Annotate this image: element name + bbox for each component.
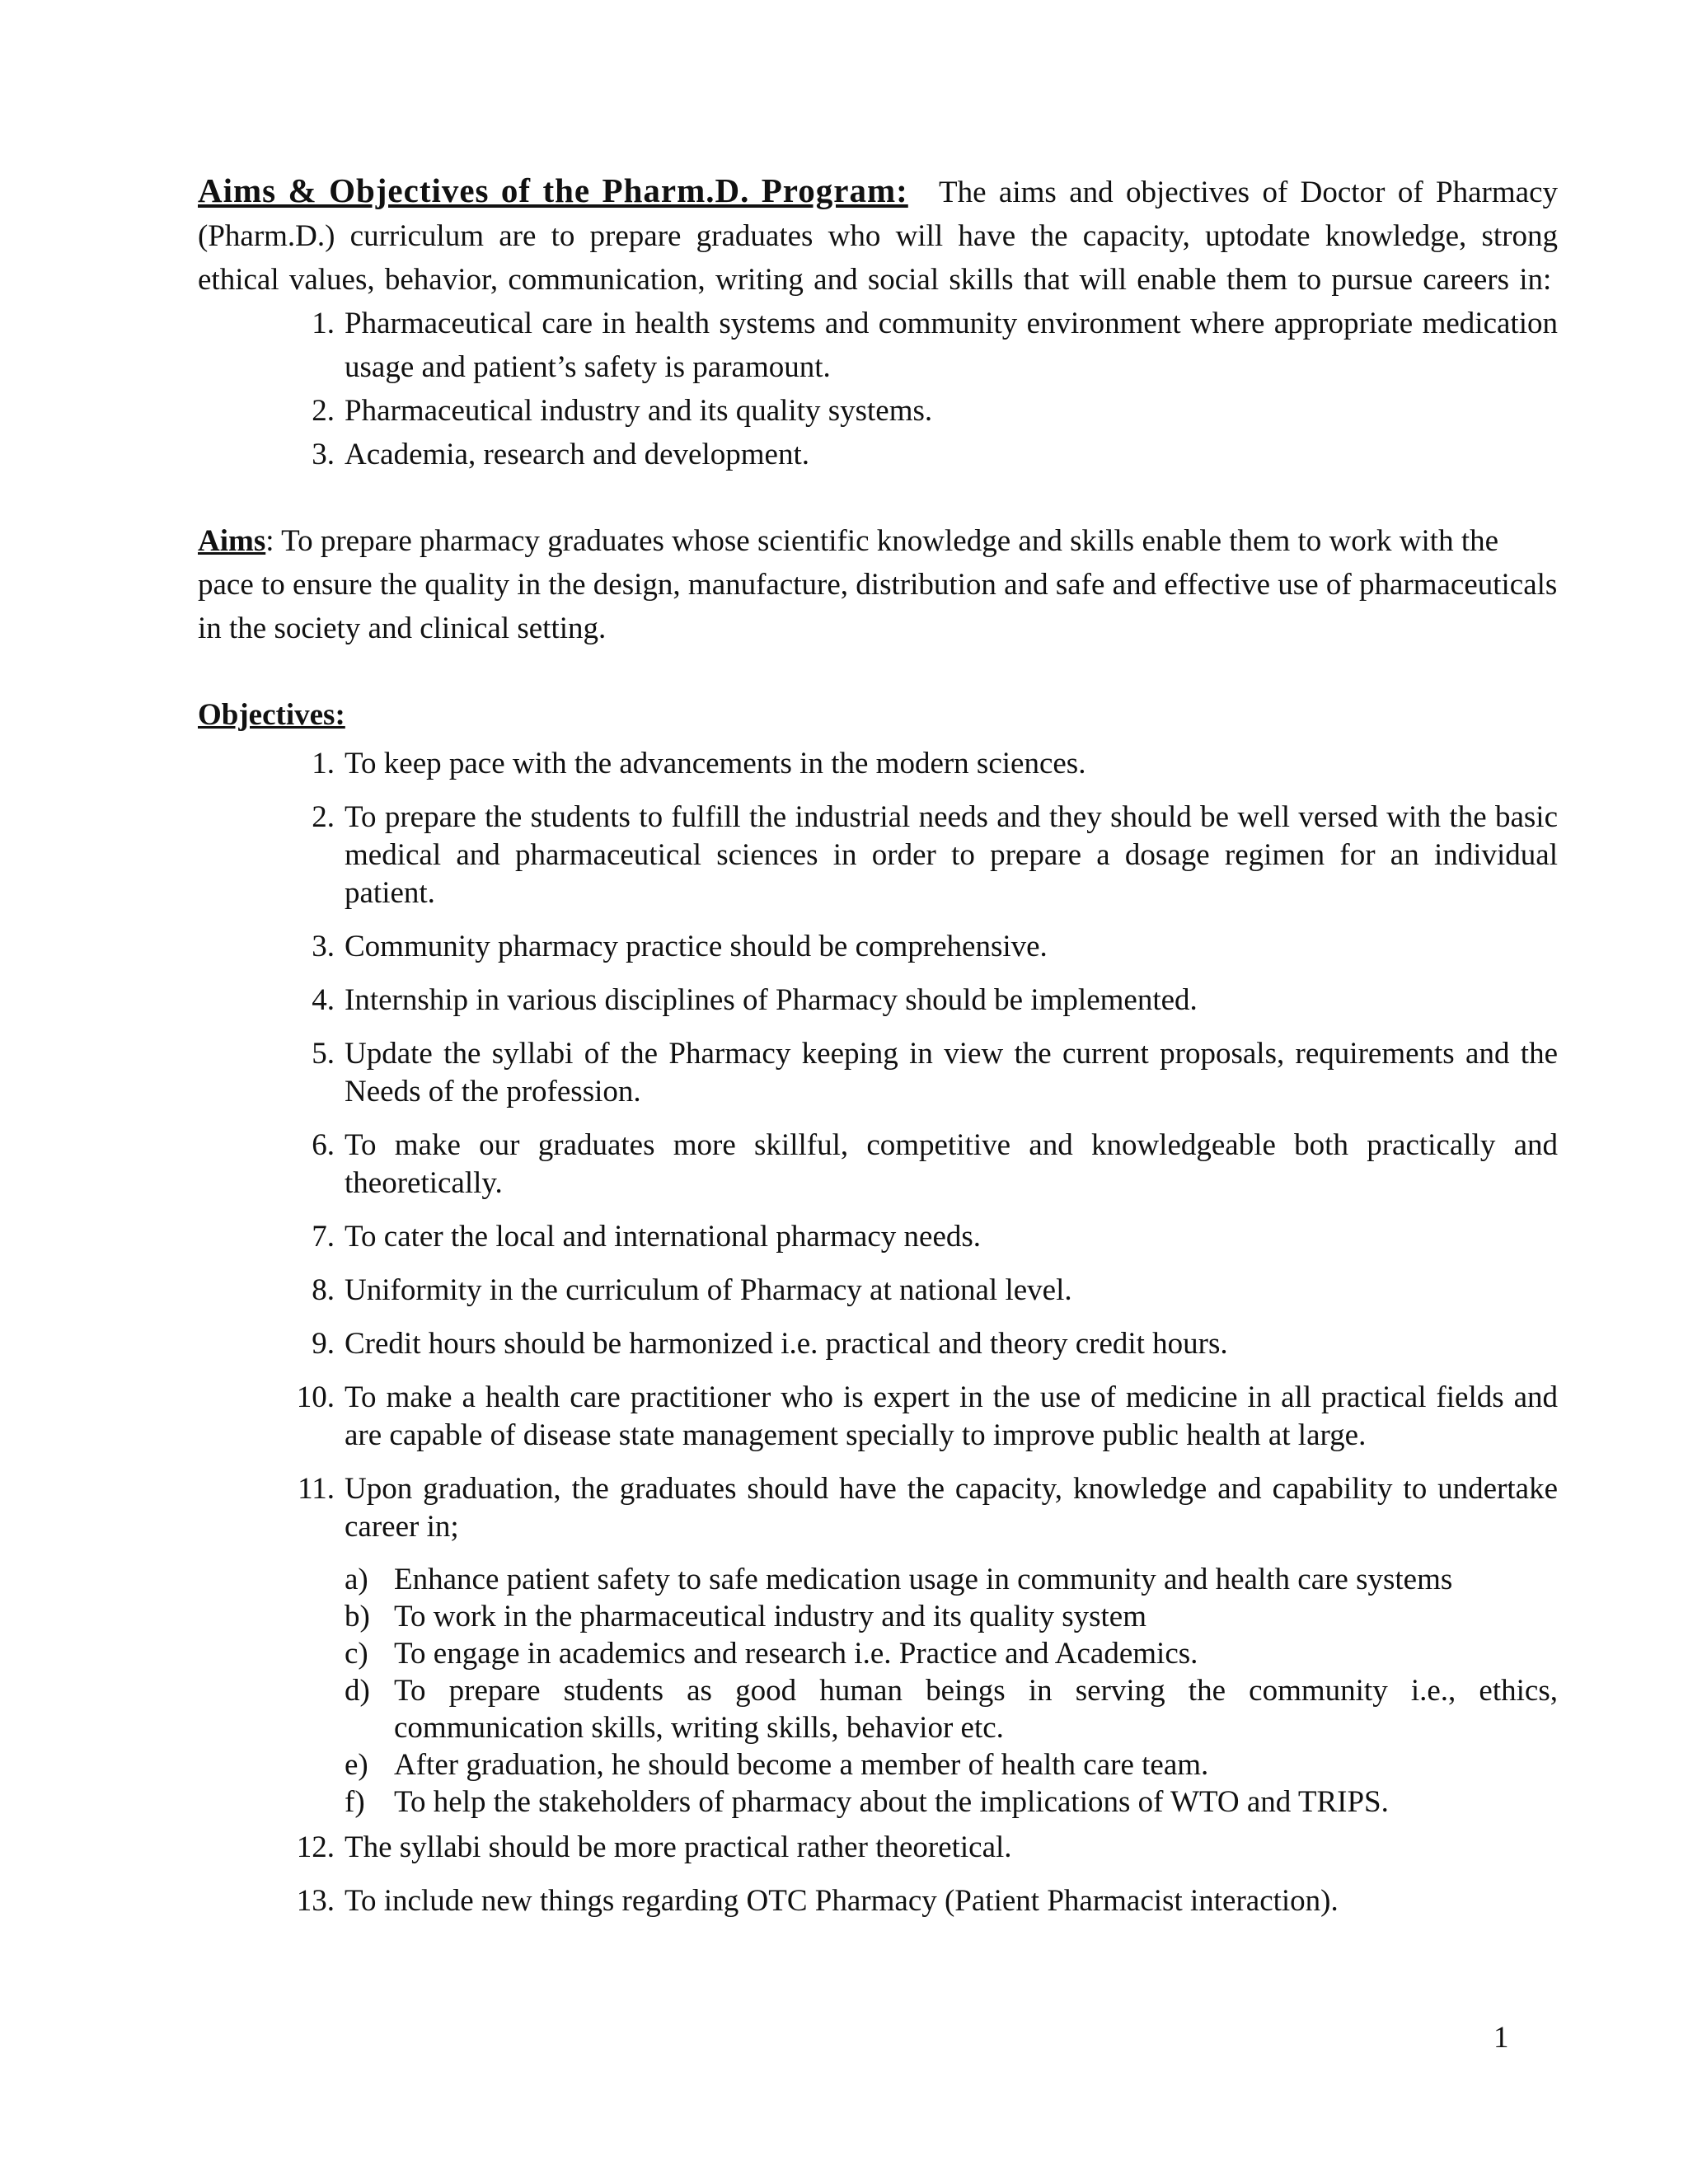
list-item	[198, 1379, 1558, 1455]
list-number: 12.	[296, 1830, 335, 1864]
sublist-item-text: To work in the pharmaceutical industry and its quality system	[394, 1600, 1146, 1633]
list-item	[198, 1325, 1558, 1363]
list-item	[198, 928, 1558, 966]
list-number: 3.	[312, 438, 335, 471]
list-item	[198, 1218, 1558, 1256]
list-item	[198, 433, 1558, 476]
list-number: 8.	[312, 1273, 335, 1307]
sublist-item	[345, 1672, 1558, 1746]
list-item-text: To make a health care practitioner who is expert in the use of medicine in all practical fields and are capable of disease state management specially to improve public health at large.	[345, 1380, 1558, 1452]
objectives-list	[198, 745, 1558, 1920]
sublist-letter: d)	[345, 1674, 370, 1708]
list-number: 3.	[312, 930, 335, 963]
list-number: 1.	[312, 747, 335, 780]
list-item-text: Pharmaceutical industry and its quality systems.	[345, 394, 933, 428]
list-item-text: To include new things regarding OTC Pharmacy (Patient Pharmacist interaction).	[345, 1884, 1339, 1918]
page-number: 1	[1493, 2021, 1509, 2055]
list-item-text: Credit hours should be harmonized i.e. practical and theory credit hours.	[345, 1327, 1228, 1361]
objectives-heading: Objectives:	[198, 698, 345, 732]
page-title: Aims & Objectives of the Pharm.D. Program:	[198, 171, 908, 209]
list-number: 9.	[312, 1327, 335, 1361]
intro-text: The aims and objectives of Doctor of Pharmacy (Pharm.D.) curriculum are to prepare graduates who will have the capacity, uptodate knowledge, strong ethical values, behavior, communication, writing and social skills that will enable them to pursue careers in:	[198, 176, 1558, 297]
list-item-text: Internship in various disciplines of Pharmacy should be implemented.	[345, 983, 1198, 1017]
list-item-text: To keep pace with the advancements in the modern sciences.	[345, 747, 1086, 780]
list-number: 7.	[312, 1220, 335, 1254]
objectives-paragraph	[198, 693, 1558, 737]
sublist-item-text: To help the stakeholders of pharmacy about the implications of WTO and TRIPS.	[394, 1785, 1389, 1819]
sublist-letter: f)	[345, 1785, 365, 1819]
list-item	[198, 1272, 1558, 1310]
list-item	[198, 982, 1558, 1019]
sublist-item	[345, 1783, 1558, 1821]
list-item	[198, 1882, 1558, 1920]
document-page	[198, 169, 1558, 1936]
sublist-item	[345, 1598, 1558, 1635]
list-item-text: To prepare the students to fulfill the industrial needs and they should be well versed with the basic medical and pharmaceutical sciences in order to prepare a dosage regimen for an individual patient.	[345, 800, 1558, 910]
sublist-letter: a)	[345, 1563, 368, 1596]
list-number: 10.	[296, 1380, 335, 1414]
list-item-text: Community pharmacy practice should be comprehensive.	[345, 930, 1048, 963]
intro-paragraph	[198, 169, 1558, 302]
list-item	[198, 1035, 1558, 1111]
list-item-text: The syllabi should be more practical rather theoretical.	[345, 1830, 1012, 1864]
sublist-item-text: To engage in academics and research i.e. Practice and Academics.	[394, 1637, 1198, 1671]
sublist-item	[345, 1635, 1558, 1672]
list-item	[198, 745, 1558, 783]
sublist-item-text: Enhance patient safety to safe medication usage in community and health care systems	[394, 1563, 1453, 1596]
list-number: 11.	[298, 1472, 335, 1506]
list-item-text: Upon graduation, the graduates should have the capacity, knowledge and capability to undertake career in;	[345, 1472, 1558, 1544]
list-number: 2.	[312, 800, 335, 834]
list-item-text: To make our graduates more skillful, competitive and knowledgeable both practically and theoretically.	[345, 1128, 1558, 1200]
list-item	[198, 1829, 1558, 1867]
sublist-letter: c)	[345, 1637, 368, 1671]
list-number: 13.	[296, 1884, 335, 1918]
list-item	[198, 799, 1558, 912]
list-item	[198, 1470, 1558, 1821]
list-number: 1.	[312, 307, 335, 340]
sublist-letter: b)	[345, 1600, 370, 1633]
career-sublist	[345, 1561, 1558, 1821]
list-item	[198, 302, 1558, 389]
aims-label: Aims	[198, 524, 266, 558]
sublist-item	[345, 1746, 1558, 1783]
list-item	[198, 1127, 1558, 1202]
list-item-text: Pharmaceutical care in health systems and community environment where appropriate medication usage and patient’s safety is paramount.	[345, 307, 1558, 384]
aims-text: : To prepare pharmacy graduates whose scientific knowledge and skills enable them to work with the pace to ensure the quality in the design, manufacture, distribution and safe and effective use of pharmaceuticals in the society and clinical setting.	[198, 524, 1558, 645]
aims-paragraph	[198, 519, 1558, 650]
list-number: 4.	[312, 983, 335, 1017]
list-number: 6.	[312, 1128, 335, 1162]
list-number: 5.	[312, 1037, 335, 1071]
career-list	[198, 302, 1558, 476]
list-item	[198, 389, 1558, 433]
list-item-text: Uniformity in the curriculum of Pharmacy at national level.	[345, 1273, 1072, 1307]
list-number: 2.	[312, 394, 335, 428]
list-item-text: To cater the local and international pharmacy needs.	[345, 1220, 982, 1254]
sublist-item-text: To prepare students as good human beings in serving the community i.e., ethics, communication skills, writing skills, behavior etc.	[394, 1674, 1558, 1745]
sublist-item	[345, 1561, 1558, 1598]
list-item-text: Update the syllabi of the Pharmacy keeping in view the current proposals, requirements and the Needs of the profession.	[345, 1037, 1558, 1108]
list-item-text: Academia, research and development.	[345, 438, 809, 471]
sublist-item-text: After graduation, he should become a member of health care team.	[394, 1748, 1209, 1782]
sublist-letter: e)	[345, 1748, 368, 1782]
